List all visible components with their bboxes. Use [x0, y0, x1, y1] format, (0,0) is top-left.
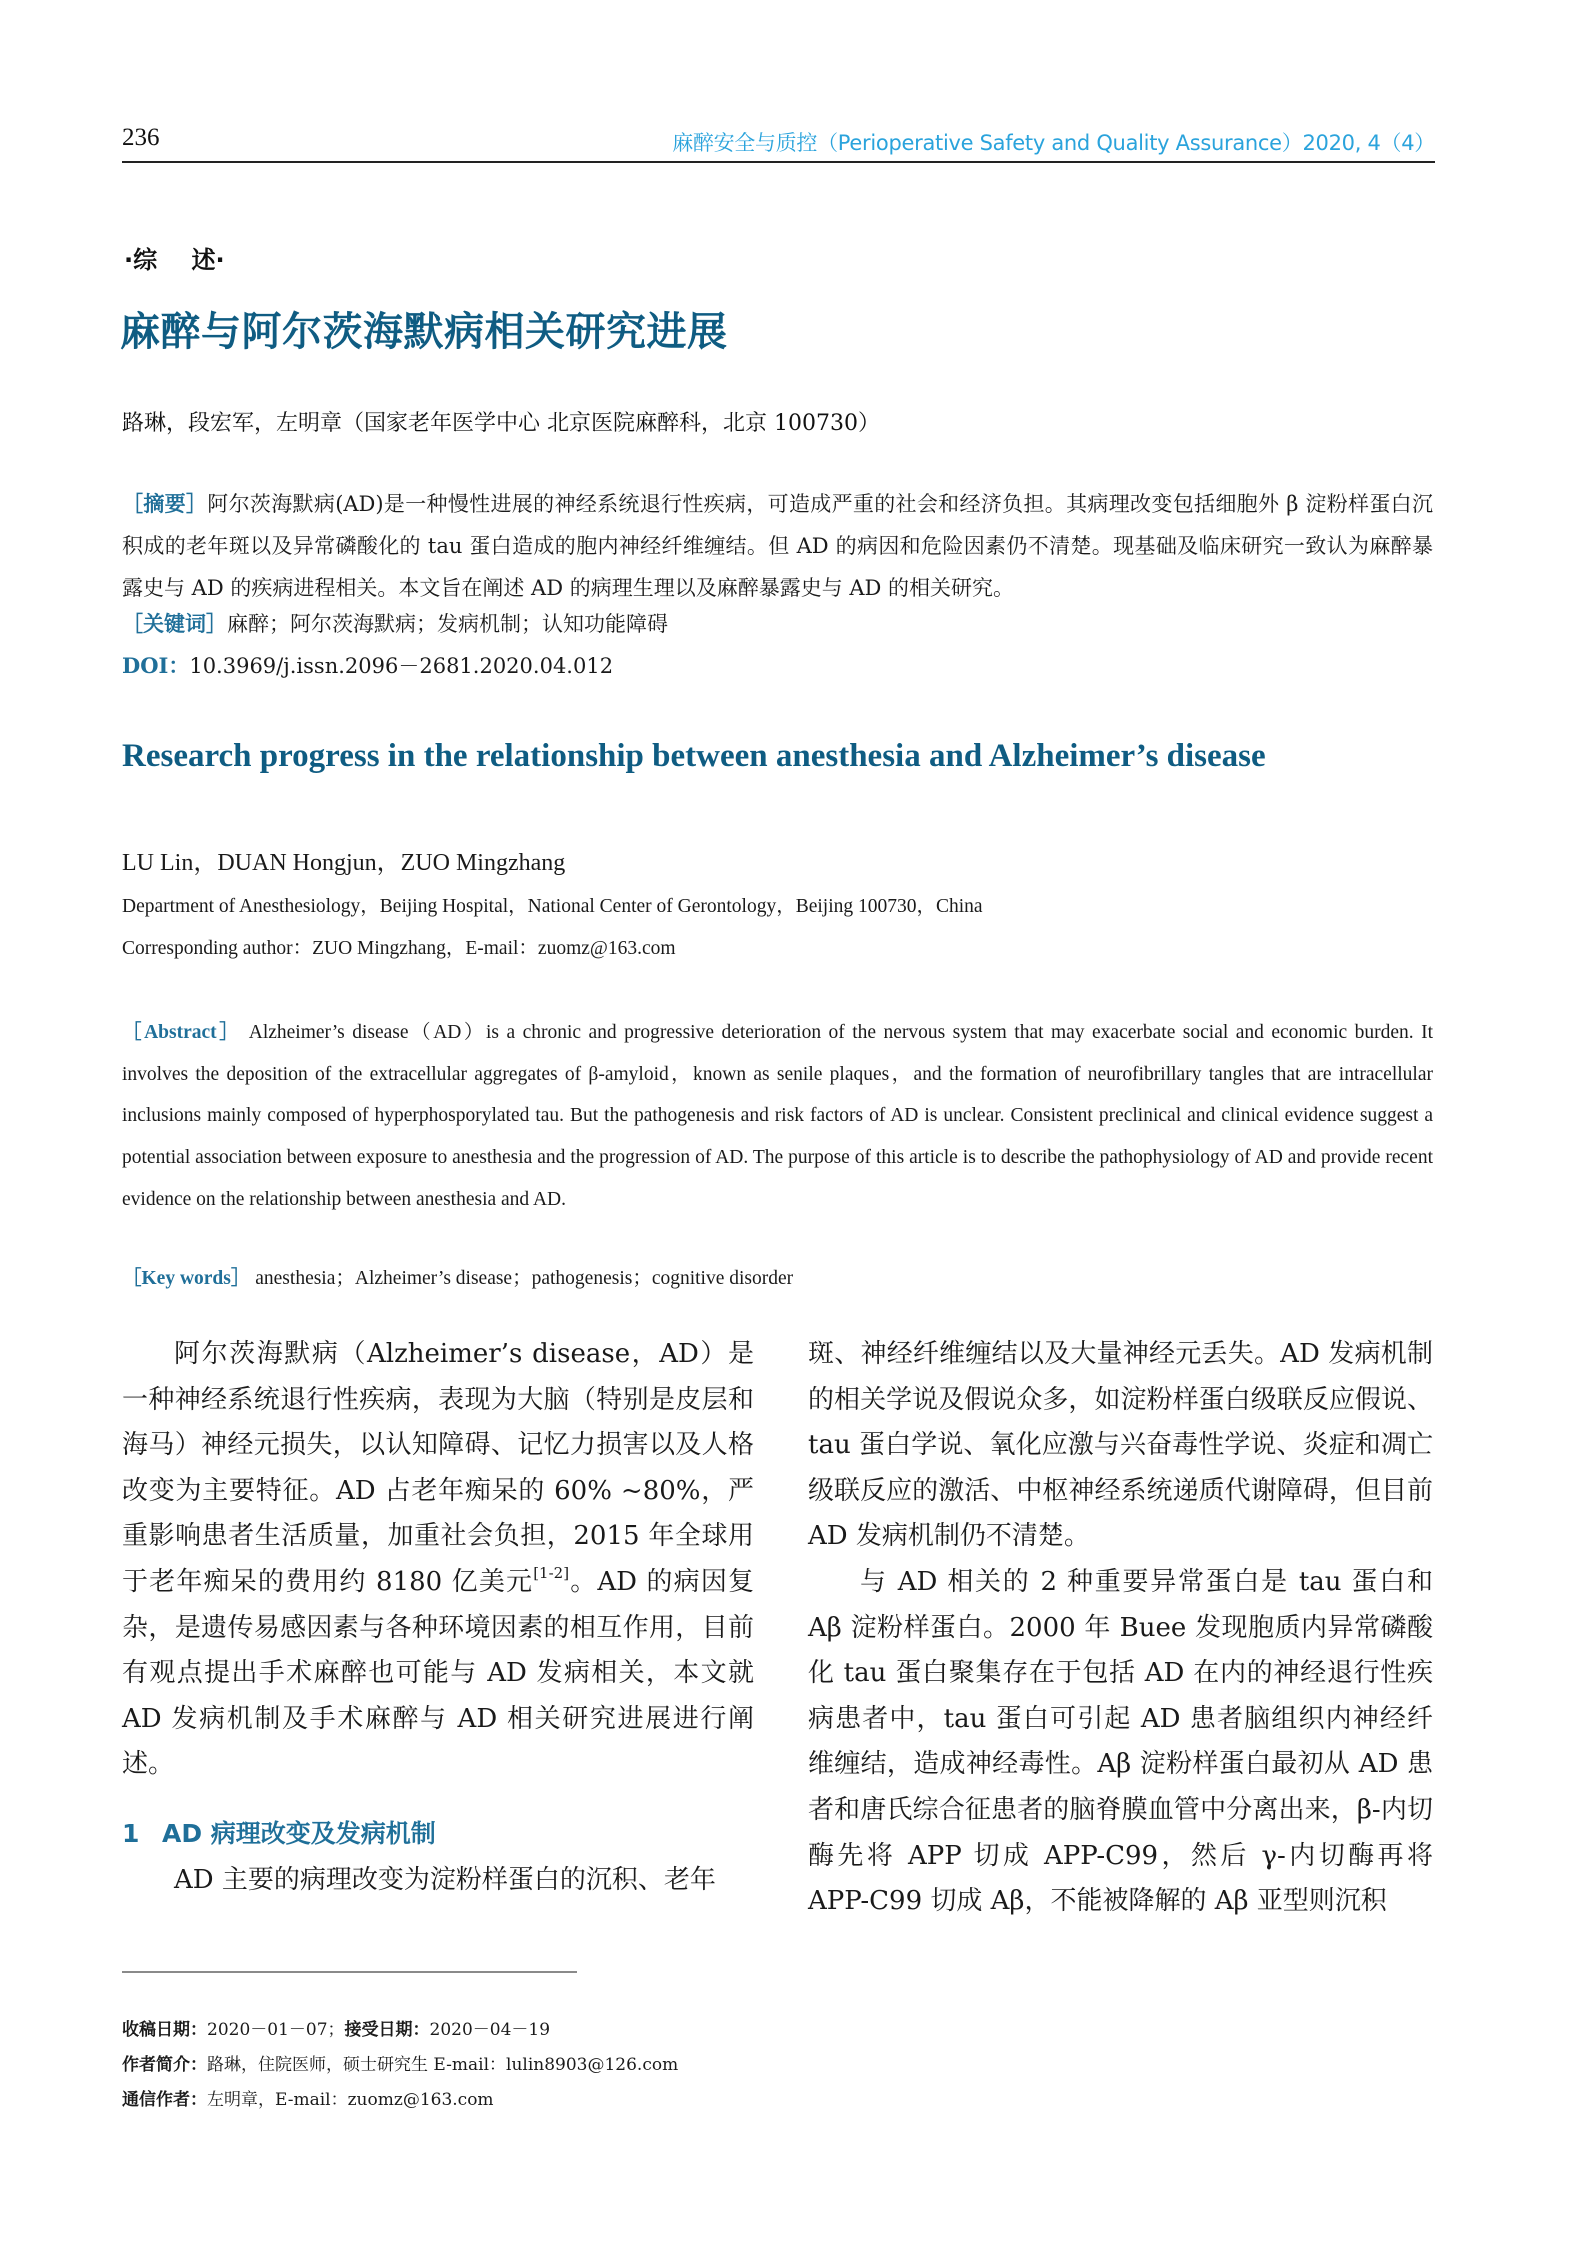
body-column-left [122, 1332, 754, 1904]
authors-english: LU Lin，DUAN Hongjun，ZUO Mingzhang [122, 850, 566, 876]
doi-value[interactable]: 10.3969/j.issn.2096－2681.2020.04.012 [189, 654, 614, 678]
intro-text-1: 阿尔茨海默病（Alzheimer’s disease，AD）是一种神经系统退行性疾病，表现为大脑（特别是皮层和海马）神经元损失，以认知障碍、记忆力损害以及人格改变为主要特征。AD 占老年痴呆的 60% ~80%，严重影响患者生活质量，加重社会负担，2015 年全球用于老年痴呆的费用约 8180 亿美元 [122, 1339, 754, 1597]
page-number: 236 [122, 124, 160, 151]
title-chinese: 麻醉与阿尔茨海默病相关研究进展 [120, 308, 728, 355]
keywords-en-label: ［Key words］ [122, 1268, 251, 1289]
keywords-cn-label: ［关键词］ [122, 611, 227, 636]
received-label: 收稿日期： [122, 2020, 207, 2040]
citation-ref[interactable]: [1-2] [533, 1563, 570, 1582]
abstract-en-text: Alzheimer’s disease（AD）is a chronic and progressive deterioration of the nervous system that may exacerbate social and economic burden. It involves the deposition of the extracellular aggregates of β-amyloid，known as senile plaques，and the formation of neurofibrillary tangles that are intracellular inclusions mainly composed of hyperphosporylated tau. But the pathogenesis and risk factors of AD is unclear. Consistent preclinical and clinical evidence suggest a potential association between exposure to anesthesia and the progression of AD. The purpose of this article is to describe the pathophysiology of AD and provide recent evidence on the relationship between anesthesia and AD. [122, 1022, 1433, 1210]
corresponding-label: 通信作者： [122, 2090, 207, 2110]
abstract-cn-label: ［摘要］ [122, 491, 208, 516]
doi [122, 650, 613, 680]
header-rule [122, 161, 1435, 163]
section-number: 1 [122, 1818, 140, 1848]
title-english: Research progress in the relationship between anesthesia and Alzheimer’s disease [122, 738, 1266, 774]
keywords-cn-text: 麻醉；阿尔茨海默病；发病机制；认知功能障碍 [227, 612, 668, 636]
footnote-dates [122, 2015, 550, 2040]
accepted-label: 接受日期： [344, 2020, 430, 2040]
footnote-author-bio [122, 2050, 678, 2075]
continued-paragraph: 斑、神经纤维缠结以及大量神经元丢失。AD 发病机制的相关学说及假说众多，如淀粉样蛋白级联反应假说、tau 蛋白学说、氧化应激与兴奋毒性学说、炎症和凋亡级联反应的激活、中枢神经系统递质代谢障碍，但目前 AD 发病机制仍不清楚。 [808, 1339, 1433, 1552]
abstract-en-label: ［Abstract］ [122, 1022, 242, 1043]
journal-header: 麻醉安全与质控（Perioperative Safety and Quality Assurance）2020, 4（4） [672, 131, 1435, 155]
author-bio-value: 路琳，住院医师，硕士研究生 E-mail：lulin8903@126.com [207, 2055, 679, 2075]
keywords-en-text: anesthesia；Alzheimer’s disease；pathogenesis；cognitive disorder [255, 1268, 794, 1289]
column-label: ·综 述· [124, 246, 225, 274]
keywords-english [122, 1262, 793, 1290]
section1-paragraph: AD 主要的病理改变为淀粉样蛋白的沉积、老年 [174, 1864, 716, 1895]
intro-paragraph [122, 1332, 754, 1788]
accepted-value: 2020－04－19 [429, 2020, 551, 2040]
footnote-rule [122, 1971, 577, 1973]
received-value: 2020－01－07； [207, 2020, 345, 2040]
intro-text-2: 。AD 的病因复杂，是遗传易感因素与各种环境因素的相互作用，目前有观点提出手术麻醉也可能与 AD 发病相关，本文就 AD 发病机制及手术麻醉与 AD 相关研究进展进行阐述。 [122, 1566, 754, 1780]
abnormal-protein-paragraph: 与 AD 相关的 2 种重要异常蛋白是 tau 蛋白和 Aβ 淀粉样蛋白。2000 年 Buee 发现胞质内异常磷酸化 tau 蛋白聚集存在于包括 AD 在内的神经退行性疾病患者中，tau 蛋白可引起 AD 患者脑组织内神经纤维缠结，造成神经毒性。Aβ 淀粉样蛋白最初从 AD 患者和唐氏综合征患者的脑脊膜血管中分离出来，β-内切酶先将 APP 切成 APP-C99，然后 γ-内切酶再将 APP-C99 切成 Aβ，不能被降解的 Aβ 亚型则沉积 [808, 1566, 1433, 1917]
corresponding-author-english: Corresponding author：ZUO Mingzhang，E-mail：zuomz@163.com [122, 938, 676, 959]
abstract-english [122, 1012, 1433, 1221]
body-column-right [808, 1332, 1433, 1925]
author-bio-label: 作者简介： [122, 2055, 207, 2075]
keywords-chinese [122, 608, 668, 638]
authors-chinese: 路琳，段宏军，左明章（国家老年医学中心 北京医院麻醉科，北京 100730） [122, 411, 880, 436]
affiliation-english: Department of Anesthesiology，Beijing Hospital，National Center of Gerontology，Beijing 100730，China [122, 896, 983, 917]
footnote-corresponding [122, 2085, 494, 2110]
corresponding-value: 左明章，E-mail：zuomz@163.com [207, 2090, 494, 2110]
section-heading-1 [122, 1810, 754, 1858]
abstract-chinese [122, 483, 1433, 609]
abstract-cn-text: 阿尔茨海默病(AD)是一种慢性进展的神经系统退行性疾病，可造成严重的社会和经济负担。其病理改变包括细胞外 β 淀粉样蛋白沉积成的老年斑以及异常磷酸化的 tau 蛋白造成的胞内神经纤维缠结。但 AD 的病因和危险因素仍不清楚。现基础及临床研究一致认为麻醉暴露史与 AD 的疾病进程相关。本文旨在阐述 AD 的病理生理以及麻醉暴露史与 AD 的相关研究。 [122, 492, 1434, 600]
section-title: AD 病理改变及发病机制 [162, 1818, 436, 1848]
doi-label: DOI： [122, 653, 190, 678]
